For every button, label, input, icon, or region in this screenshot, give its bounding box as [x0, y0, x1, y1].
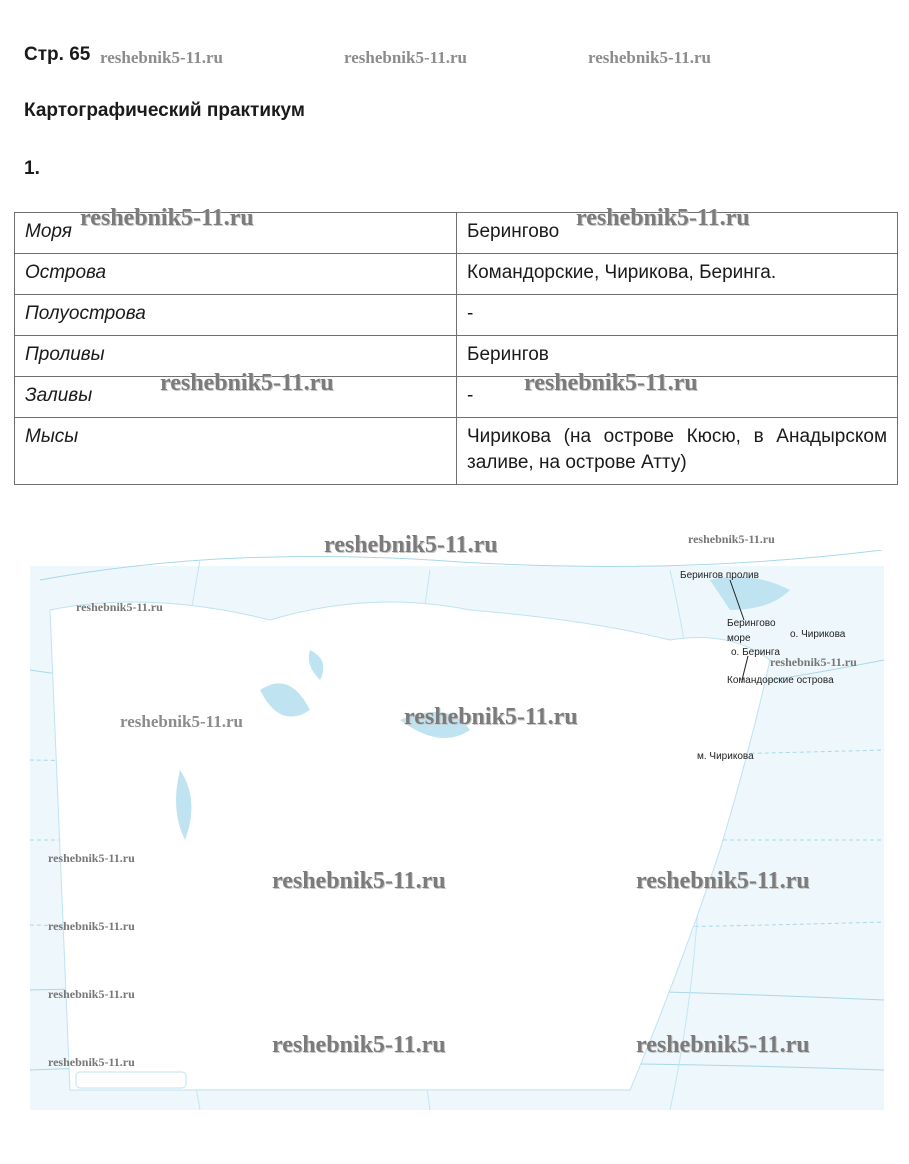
contour-map — [30, 550, 884, 1110]
geography-table — [14, 212, 898, 485]
bering-sea-label-line1: Берингово — [727, 618, 776, 629]
row-key: Проливы — [15, 336, 457, 377]
watermark: reshebnik5-11.ru — [76, 600, 163, 614]
watermark: reshebnik5-11.ru — [272, 1032, 446, 1058]
table-row — [15, 377, 898, 418]
bering-island-label: о. Беринга — [731, 647, 780, 658]
watermark: reshebnik5-11.ru — [588, 48, 711, 67]
watermark: reshebnik5-11.ru — [160, 370, 334, 396]
table-row — [15, 295, 898, 336]
bering-sea-label-line2: море — [727, 633, 751, 644]
row-value: Чирикова (на острове Кюсю, в Анадырском заливе, на острове Атту) — [457, 418, 898, 485]
page-reference: Стр. 65 — [24, 44, 91, 65]
row-key: Мысы — [15, 418, 457, 485]
watermark: reshebnik5-11.ru — [48, 919, 135, 933]
row-key: Заливы — [15, 377, 457, 418]
table-row — [15, 254, 898, 295]
row-key: Моря — [15, 213, 457, 254]
chirikov-island-label: о. Чирикова — [790, 629, 846, 640]
row-value: Командорские, Чирикова, Беринга. — [457, 254, 898, 295]
row-value: Берингов — [457, 336, 898, 377]
watermark: reshebnik5-11.ru — [324, 532, 498, 558]
watermark: reshebnik5-11.ru — [524, 370, 698, 396]
watermark: reshebnik5-11.ru — [344, 48, 467, 67]
row-value: - — [457, 295, 898, 336]
cape-chirikov-label: м. Чирикова — [697, 751, 754, 762]
bering-strait-label: Берингов пролив — [680, 570, 759, 581]
section-title: Картографический практикум — [24, 100, 305, 121]
watermark: reshebnik5-11.ru — [100, 48, 223, 67]
watermark: reshebnik5-11.ru — [636, 868, 810, 894]
row-key: Острова — [15, 254, 457, 295]
watermark: reshebnik5-11.ru — [48, 987, 135, 1001]
watermark: reshebnik5-11.ru — [404, 704, 578, 730]
watermark: reshebnik5-11.ru — [80, 205, 254, 231]
row-value: Берингово — [457, 213, 898, 254]
watermark: reshebnik5-11.ru — [272, 868, 446, 894]
task-number: 1. — [24, 158, 40, 179]
watermark: reshebnik5-11.ru — [48, 1055, 135, 1069]
watermark: reshebnik5-11.ru — [636, 1032, 810, 1058]
table-row — [15, 336, 898, 377]
watermark: reshebnik5-11.ru — [120, 712, 243, 731]
watermark: reshebnik5-11.ru — [48, 851, 135, 865]
watermark: reshebnik5-11.ru — [770, 655, 857, 669]
commander-islands-label: Командорские острова — [727, 675, 834, 686]
map-drawing — [30, 550, 884, 1110]
row-value: - — [457, 377, 898, 418]
watermark: reshebnik5-11.ru — [576, 205, 750, 231]
table-row — [15, 418, 898, 485]
row-key: Полуострова — [15, 295, 457, 336]
watermark: reshebnik5-11.ru — [688, 532, 775, 546]
